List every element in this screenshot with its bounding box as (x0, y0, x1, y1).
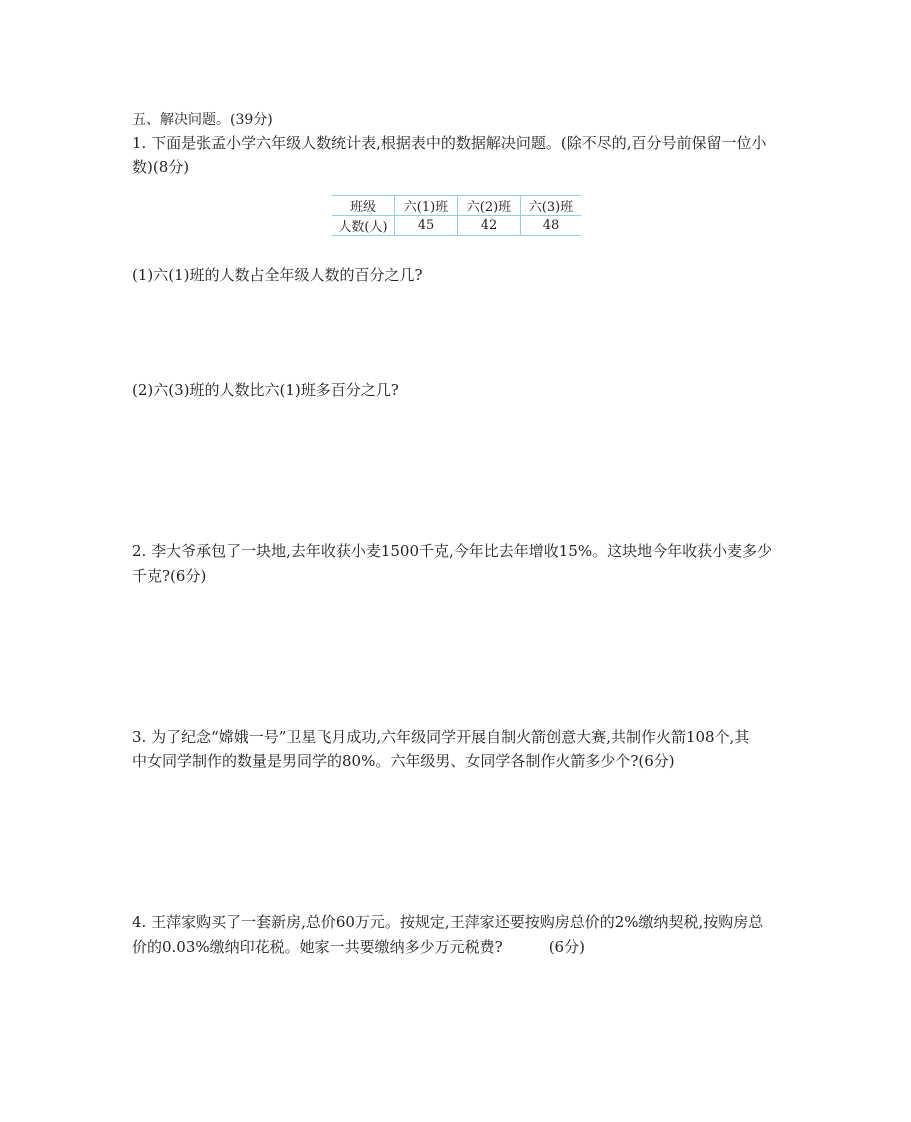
section-title: 五、解决问题。(39分) (132, 112, 273, 128)
question-4-text-line-1: 4. 王萍家购买了一套新房,总价60万元。按规定,王萍家还要按购房总价的2%缴纳契税,按购房总 (132, 913, 764, 931)
table-header-cell: 班级 (332, 196, 395, 216)
table-cell: 人数(人) (332, 216, 395, 236)
table-cell: 48 (521, 216, 582, 236)
table-cell: 45 (395, 216, 458, 236)
table-header-cell: 六(2)班 (458, 196, 521, 216)
question-4-text-line-2-body: 价的0.03%缴纳印花税。她家一共要缴纳多少万元税费? (132, 938, 503, 956)
table-header-cell: 六(1)班 (395, 196, 458, 216)
question-2-text-line-2: 千克?(6分) (132, 567, 207, 585)
question-1-text-line-1: 1. 下面是张孟小学六年级人数统计表,根据表中的数据解决问题。(除不尽的,百分号前保留一位小 (132, 134, 767, 152)
question-1-sub-2: (2)六(3)班的人数比六(1)班多百分之几? (132, 381, 399, 399)
question-3-text-line-1: 3. 为了纪念“嫦娥一号”卫星飞月成功,六年级同学开展自制火箭创意大赛,共制作火箭108个,其 (132, 728, 750, 746)
table-cell: 42 (458, 216, 521, 236)
question-4-text-line-2 (132, 935, 782, 959)
question-2-text-line-1: 2. 李大爷承包了一块地,去年收获小麦1500千克,今年比去年增收15%。这块地今年收获小麦多少 (132, 542, 773, 560)
class-statistics-table (332, 195, 581, 236)
question-3-text-line-2: 中女同学制作的数量是男同学的80%。六年级男、女同学各制作火箭多少个?(6分) (132, 752, 675, 770)
table-header-cell: 六(3)班 (521, 196, 582, 216)
question-1-sub-1: (1)六(1)班的人数占全年级人数的百分之几? (132, 266, 423, 284)
question-4-score: (6分) (548, 938, 585, 956)
table-header-row (332, 196, 581, 216)
question-1-text-line-2: 数)(8分) (132, 158, 190, 176)
table-row (332, 216, 581, 236)
